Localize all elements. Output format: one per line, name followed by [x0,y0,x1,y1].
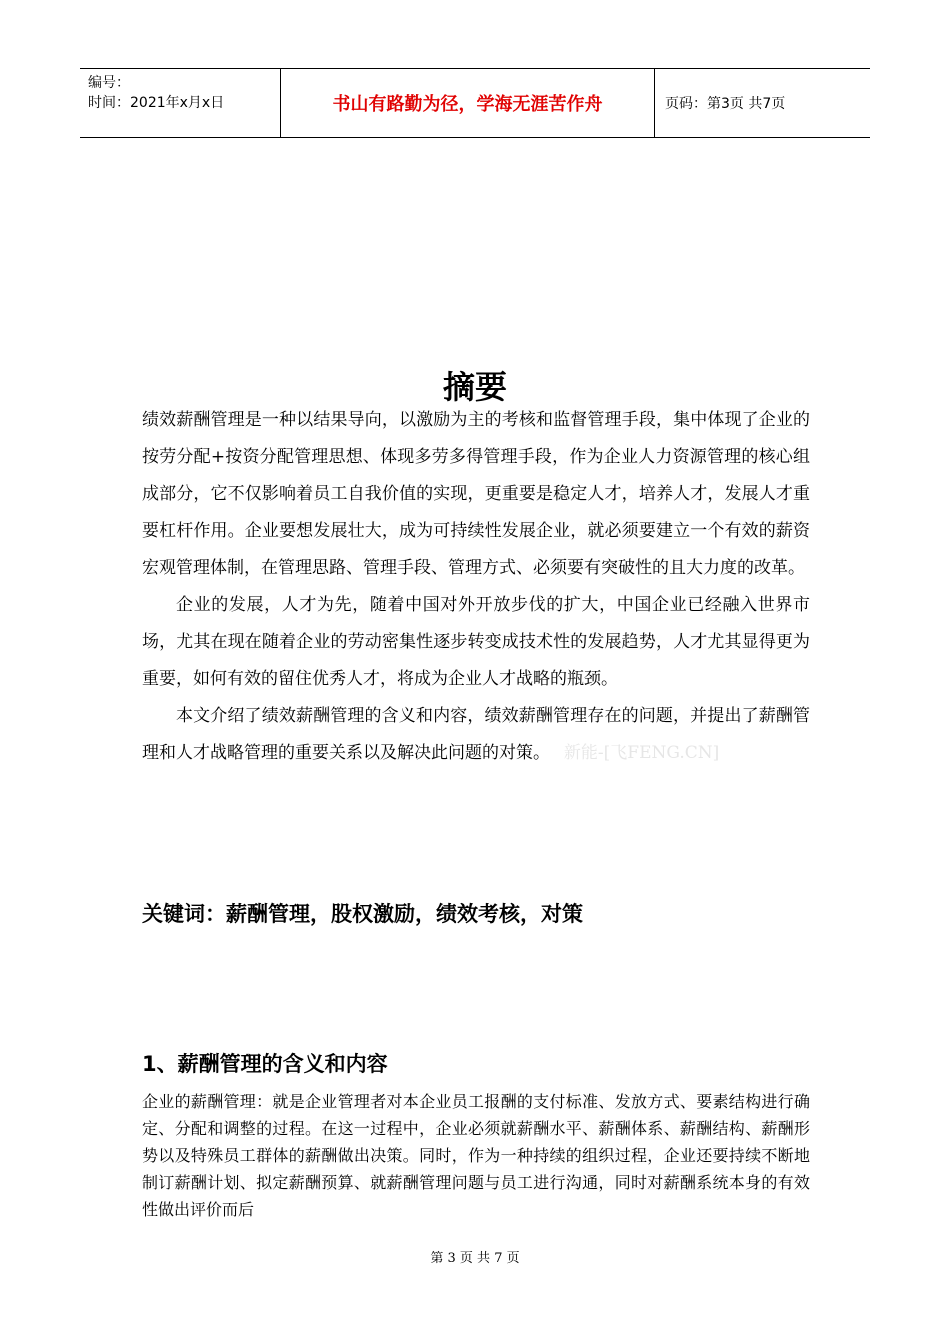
abstract-paragraph-2: 企业的发展，人才为先，随着中国对外开放步伐的扩大，中国企业已经融入世界市场，尤其在现在随着企业的劳动密集性逐步转变成技术性的发展趋势，人才尤其显得更为重要，如何有效的留住优秀人才，将成为企业人才战略的瓶颈。 [142,595,810,689]
document-header [80,68,870,138]
section-1-title: 1、薪酬管理的含义和内容 [142,1052,388,1076]
abstract-paragraph-1: 绩效薪酬管理是一种以结果导向，以激励为主的考核和监督管理手段，集中体现了企业的按劳分配+按资分配管理思想、体现多劳多得管理手段，作为企业人力资源管理的核心组成部分，它不仅影响着员工自我价值的实现，更重要是稳定人才，培养人才，发展人才重要杠杆作用。企业要想发展壮大，成为可持续性发展企业，就必须要建立一个有效的薪资宏观管理体制，在管理思路、管理手段、管理方式、必须要有突破性的且大力度的改革。 [142,410,810,578]
header-meta [80,69,281,137]
motto: 书山有路勤为径，学海无涯苦作舟 [281,69,655,137]
page-footer: 第 3 页 共 7 页 [430,1251,520,1266]
time-label: 时间：2021年x月x日 [88,95,225,111]
abstract [142,402,810,772]
keywords: 关键词：薪酬管理，股权激励，绩效考核，对策 [142,902,583,926]
abstract-paragraph-3 [142,698,810,772]
abstract-paragraph-3-text: 本文介绍了绩效薪酬管理的含义和内容，绩效薪酬管理存在的问题，并提出了薪酬管理和人才战略管理的重要关系以及解决此问题的对策。 [142,706,810,763]
section-1-body [142,1088,810,1223]
page-label: 页码：第3页 共7页 [665,96,786,112]
watermark-text: 新能-[飞FENG.CN] [563,743,720,763]
page-title: 摘要 [442,368,507,406]
number-label: 编号： [88,75,130,91]
section-1-paragraph: 企业的薪酬管理：就是企业管理者对本企业员工报酬的支付标准、发放方式、要素结构进行确定、分配和调整的过程。在这一过程中，企业必须就薪酬水平、薪酬体系、薪酬结构、薪酬形势以及特殊员工群体的薪酬做出决策。同时，作为一种持续的组织过程，企业还要持续不断地制订薪酬计划、拟定薪酬预算、就薪酬管理问题与员工进行沟通，同时对薪酬系统本身的有效性做出评价而后 [142,1092,810,1219]
